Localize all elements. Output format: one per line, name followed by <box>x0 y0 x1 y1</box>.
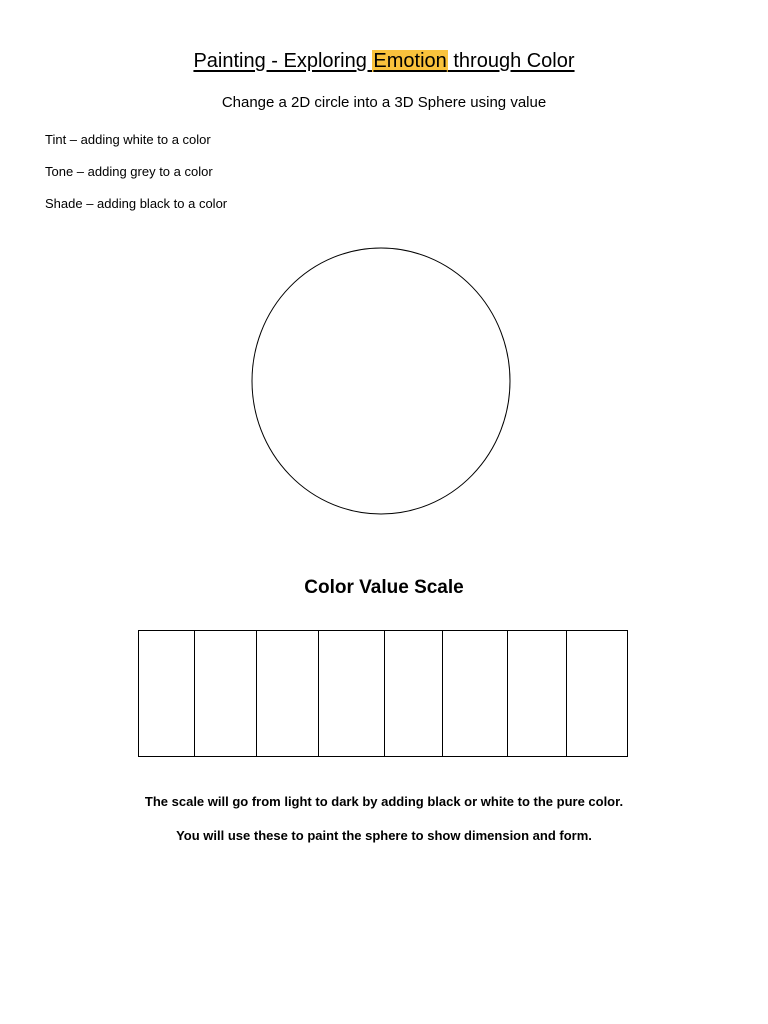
scale-instruction-note: The scale will go from light to dark by adding black or white to the pure color. <box>144 794 624 809</box>
scale-cell-divider <box>256 631 257 756</box>
page-subtitle: Change a 2D circle into a 3D Sphere using value <box>221 94 547 111</box>
color-value-scale-grid <box>138 630 628 757</box>
scale-cell-divider <box>194 631 195 756</box>
scale-cell-divider <box>442 631 443 756</box>
scale-cell-divider <box>318 631 319 756</box>
title-text <box>193 50 574 72</box>
color-value-scale-heading: Color Value Scale <box>304 577 464 598</box>
title-part-after: through Color <box>447 50 575 72</box>
definition-tint: Tint – adding white to a color <box>45 132 211 147</box>
scale-cell-divider <box>384 631 385 756</box>
sphere-outline-circle <box>248 244 514 518</box>
definition-shade: Shade – adding black to a color <box>45 196 228 211</box>
circle-shape <box>252 248 510 514</box>
title-highlight-emotion: Emotion <box>373 50 447 72</box>
scale-cell-divider <box>507 631 508 756</box>
sphere-instruction-note: You will use these to paint the sphere to show dimension and form. <box>176 828 592 843</box>
title-part-before: Painting - Exploring <box>193 50 373 72</box>
page-title <box>0 47 768 75</box>
definition-tone: Tone – adding grey to a color <box>45 164 213 179</box>
scale-cell-divider <box>566 631 567 756</box>
